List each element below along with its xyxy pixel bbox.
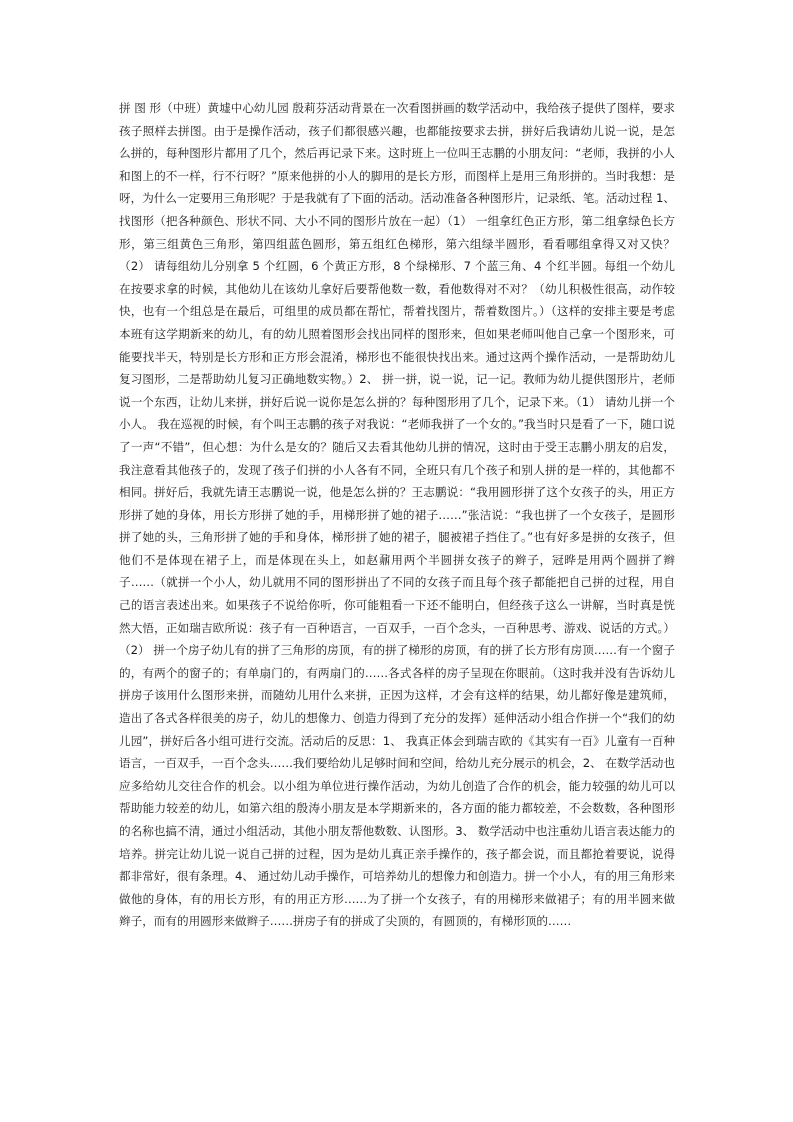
- article-body-text: 拼 图 形（中班）黄墟中心幼儿园 殷莉芬活动背景在一次看图拼画的数学活动中，我给孩子提供了图样，要求孩子照样去拼图。由于是操作活动，孩子们都很感兴趣，也都能按要求去拼，拼好后我请幼儿说一说，是怎么拼的，每种图形片都用了几个，然后再记录下来。这时班上一位叫王志鹏的小朋友问：“老师，我拼的小人和图上的不一样，行不行呀？”原来他拼的小人的脚用的是长方形，而图样上是用三角形拼的。当时我想：是呀，为什么一定要用三角形呢？于是我就有了下面的活动。活动准备各种图形片，记录纸、笔。活动过程 1、 找图形（把各种颜色、形状不同、大小不同的图形片放在一起）（1） 一组拿红色正方形，第二组拿绿色长方形，第三组黄色三角形，第四组蓝色圆形，第五组红色梯形，第六组绿半圆形，看看哪组拿得又对又快？（2） 请每组幼儿分别拿 5 个红圆，6 个黄正方形，8 个绿梯形、7 个蓝三角、4 个红半圆。每组一个幼儿在按要求拿的时候，其他幼儿在该幼儿拿好后要帮他数一数，看他数得对不对？（幼儿积极性很高，动作较快，也有一个组总是在最后，可组里的成员都在帮忙，帮着找图片，帮着数图片。）（这样的安排主要是考虑本班有这学期新来的幼儿，有的幼儿照着图形会找出同样的图形来，但如果老师叫他自己拿一个图形来，可能要找半天，特别是长方形和正方形会混淆，梯形也不能很快找出来。通过这两个操作活动，一是帮助幼儿复习图形，二是帮助幼儿复习正确地数实物。）2、 拼一拼，说一说，记一记。教师为幼儿提供图形片，老师说一个东西，让幼儿来拼，拼好后说一说你是怎么拼的？每种图形用了几个，记录下来。（1） 请幼儿拼一个小人。 我在巡视的时候，有个叫王志鹏的孩子对我说：“老师我拼了一个女的。”我当时只是看了一下，随口说了一声“不错”，但心想：为什么是女的？随后又去看其他幼儿拼的情况，这时由于受王志鹏小朋友的启发，我注意看其他孩子的，发现了孩子们拼的小人各有不同，全班只有几个孩子和别人拼的是一样的，其他都不相同。拼好后，我就先请王志鹏说一说，他是怎么拼的？王志鹏说：“我用圆形拼了这个女孩子的头，用正方形拼了她的身体，用长方形拼了她的手，用梯形拼了她的裙子……”张洁说：“我也拼了一个女孩子，是圆形拼了她的头，三角形拼了她的手和身体，梯形拼了她的裙子，腿被裙子挡住了。”也有好多是拼的女孩子，但他们不是体现在裙子上，而是体现在头上，如赵鼐用两个半圆拼女孩子的辫子，冠晔是用两个圆拼了辫子……（就拼一个小人，幼儿就用不同的图形拼出了不同的女孩子而且每个孩子都能把自己拼的过程，用自己的语言表述出来。如果孩子不说给你听，你可能粗看一下还不能明白，但经孩子这么一讲解，当时真是恍然大悟，正如瑞吉欧所说：孩子有一百种语言，一百双手，一百个念头，一百种思考、游戏、说话的方式。）（2） 拼一个房子幼儿有的拼了三角形的房顶，有的拼了梯形的房顶，有的拼了长方形有房顶……有一个窗子的，有两个的窗子的；有单扇门的，有两扇门的……各式各样的房子呈现在你眼前。（这时我并没有告诉幼儿拼房子该用什么图形来拼，而随幼儿用什么来拼，正因为这样，才会有这样的结果，幼儿都好像是建筑师，造出了各式各样很美的房子，幼儿的想像力、创造力得到了充分的发挥）延伸活动小组合作拼一个“我们的幼儿园”，拼好后各小组可进行交流。活动后的反思：1、 我真正体会到瑞吉欧的《其实有一百》儿童有一百种语言，一百双手，一百个念头……我们要给幼儿足够时间和空间，给幼儿充分展示的机会，2、 在数学活动也应多给幼儿交往合作的机会。以小组为单位进行操作活动，为幼儿创造了合作的机会，能力较强的幼儿可以帮助能力较差的幼儿，如第六组的殷涛小朋友是本学期新来的，各方面的能力都较差，不会数数，各种图形的名称也搞不清，通过小组活动，其他小朋友帮他数数、认图形。3、 数学活动中也注重幼儿语言表达能力的培养。拼完让幼儿说一说自己拼的过程，因为是幼儿真正亲手操作的，孩子都会说，而且都抢着要说，说得都非常好，很有条理。4、 通过幼儿动手操作，可培养幼儿的想像力和创造力。拼一个小人，有的用三角形来做他的身体，有的用长方形，有的用正方形……为了拼一个女孩子，有的用梯形来做裙子；有的用半圆来做辫子，而有的用圆形来做辫子……拼房子有的拼成了尖顶的，有圆顶的，有梯形顶的……: [119, 101, 675, 929]
